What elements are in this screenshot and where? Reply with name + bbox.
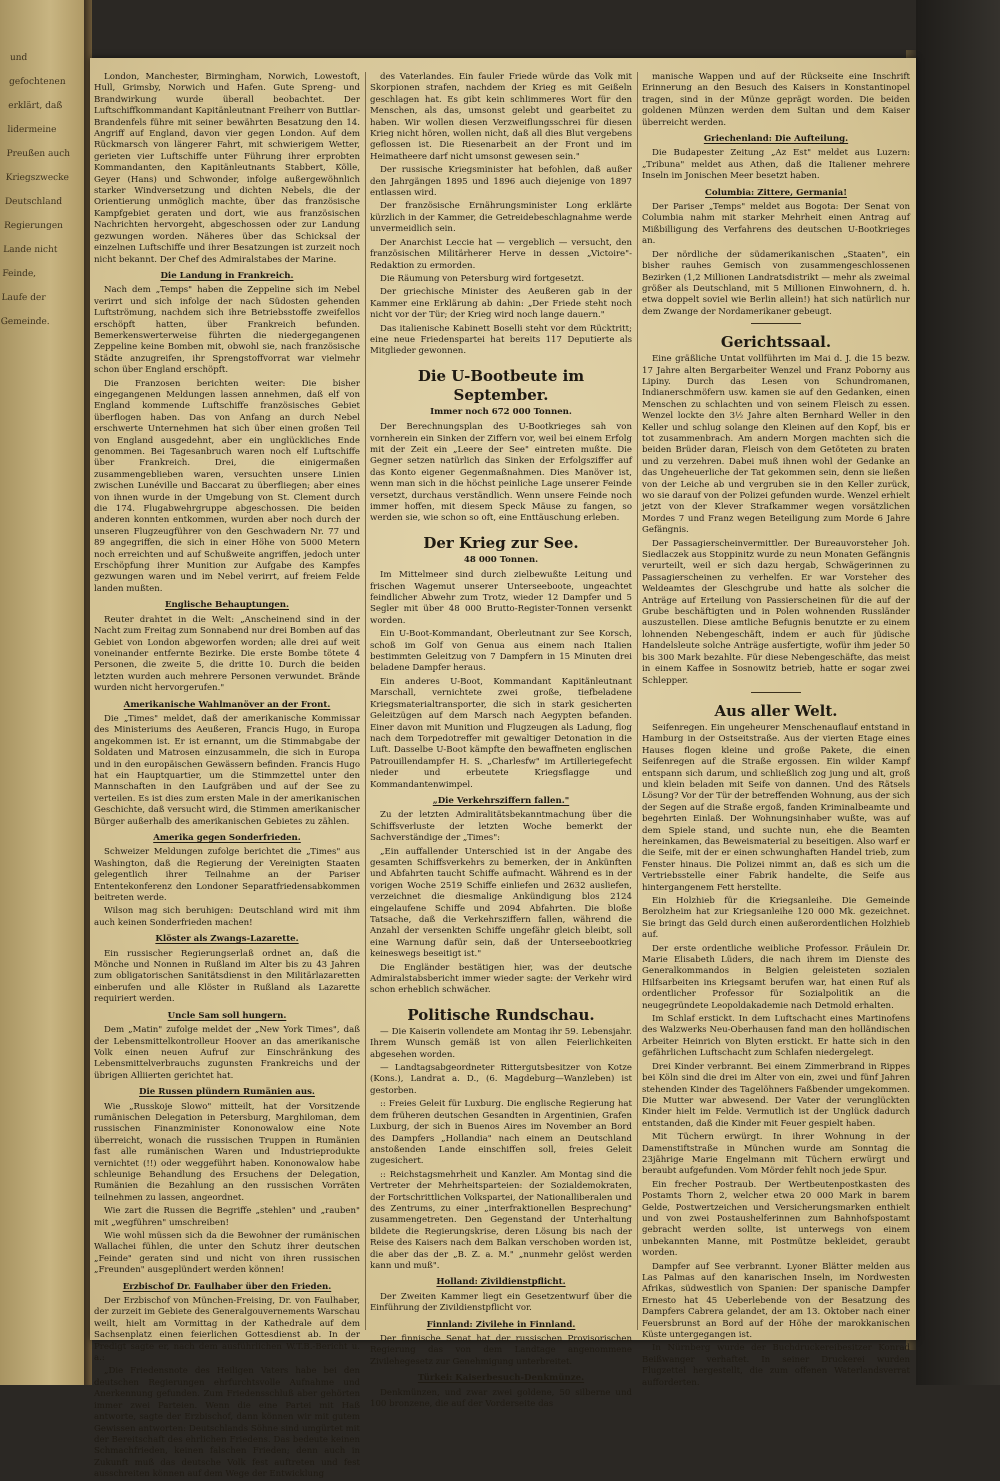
- paragraph: Der Berechnungsplan des U-Bootkrieges sah von vornherein ein Sinken der Ziffern vor, weil bei einem Erfolg mit der Zeit ein „Leere der See" eintreten mußte. Die Gegner setzen natürlich das Sinken der Erfolgsziffer auf das Konto eigener Gegenmaßnahmen. Dies Manöver ist, wenn man sich in die höchst peinliche Lage unserer Feinde versetzt, durchaus verständlich. Wenn unsere Feinde noch immer hoffen, mit diesem Speck Mäuse zu fangen, so werden sie, wie schon so oft, eine Enttäuschung erleben.: [370, 422, 632, 524]
- paragraph: Die „Times" meldet, daß der amerikanische Kommissar des Ministeriums des Aeußeren, Francis Hugo, in Europa angekommen ist. Er ist ernannt, um die Stimmabgabe der Soldaten und Matrosen einzusammeln, die sich in Europa und in den europäischen Gewässern befinden. Francis Hugo hat ein Hauptquartier, um die Stimmzettel unter den Mannschaften in den Laufgräben und auf der See zu verteilen. Es ist dies zum ersten Male in der amerikanischen Geschichte, daß versucht wird, die Stimmen amerikanischer Bürger außerhalb des amerikanischen Gebietes zu zählen.: [94, 713, 360, 827]
- paragraph: Die Räumung von Petersburg wird fortgesetzt.: [380, 273, 585, 284]
- paragraph: Wie zart die Russen die Begriffe „stehlen" und „rauben" mit „wegführen" umschreiben!: [94, 1206, 360, 1228]
- paragraph: Im Mittelmeer sind durch zielbewußte Leitung und frischen Wagemut unserer Unterseeboote, ungeachtet feindlicher Abwehr zum Trotz, wieder 12 Dampfer und 5 Segler mit über 48 000 Brutto-Register-Tonnen versenkt worden.: [370, 570, 632, 626]
- margin-fragment: Regierungen: [3, 221, 64, 231]
- paragraph: Ein U-Boot-Kommandant, Oberleutnant zur See Korsch, schoß im Golf von Genua aus einem nach Italien bestimmten Geleitzug von 7 Dampfern in 15 Minuten drei beladene Dampfer heraus.: [370, 629, 632, 674]
- paragraph: Seifenregen. Ein ungeheurer Menschenauflauf entstand in Hamburg in der Ostseitstraße. Aus der vierten Etage eines Hauses flogen kleine und große Pakete, die einen Seifenregen auf die Straße ergossen. Ein wilder Kampf entspann sich darum, und schließlich zog jung und alt, groß und klein beladen mit Seife von dannen. Und des Rätsels Lösung? Vor der Tür der betreffenden Wohnung, aus der sich der Segen auf die Straße ergoß, fanden Kriminalbeamte und begehrten Einlaß. Der Wohnungsinhaber wußte, was auf dem Spiele stand, und suchte nun, ehe die Beamten hereinkamen, das Beweismaterial zu beseitigen. Also warf er die Seife, mit der er einen schwunghaften Handel trieb, zum Fenster hinaus. Die Polizei nimmt an, daß es sich um die Vertriebsstelle einer Fabrik handelte, die Seife aus hintergangenem Fett herstellte.: [642, 722, 910, 893]
- margin-fragment: Gemeinde.: [0, 317, 50, 327]
- paragraph: Ein frecher Postraub. Der Wertbeutenpostkasten des Postamts Thorn 2, welcher etwa 20 000 Mark in barem Gelde, Postwertzeichen und Versicherungsmarken enthielt und von zwei Postaushelferinnen zum Bahnhofspostamt gebracht werden sollte, ist unterwegs von einem unbekannten Manne, mit Postmütze bekleidet, geraubt worden.: [642, 1179, 910, 1259]
- section-subheadline: 48 000 Tonnen.: [463, 554, 539, 565]
- paragraph: Der finnische Senat hat der russischen Provisorischen Regierung das von dem Landtage angenommene Zivilehegesetz zur Genehmigung unterbreitet.: [370, 1334, 632, 1367]
- section-headline: Politische Rundschau.: [407, 1005, 595, 1024]
- margin-fragment: Lande nicht: [3, 245, 58, 255]
- scanner-background: [916, 0, 1000, 1385]
- paragraph: Zu der letzten Admiralitätsbekanntmachung über die Schiffsverluste der letzten Woche bemerkt der Sachverständige der „Times":: [370, 810, 632, 844]
- margin-fragment: Preußen auch: [6, 149, 71, 159]
- paragraph: Wilson mag sich beruhigen: Deutschland wird mit ihm auch keinen Sonderfrieden machen!: [94, 906, 360, 928]
- paragraph: Die Franzosen berichten weiter: Die bisher eingegangenen Meldungen lassen annehmen, daß elf von England kommende Luftschiffe französisches Gebiet überflogen haben. Das von Anfang an durch Nebel erschwerte Unternehmen hat sich über einen großen Teil von England ausgedehnt, aber ein unglückliches Ende genommen. Bei Tagesanbruch waren noch elf Luftschiffe über Frankreich. Drei, die einigermaßen zusammengeblieben waren, versuchten unsere Linien zwischen Lunéville und Baccarat zu überfliegen; aber eines von ihnen wurde in der Umgebung von St. Clement durch die 174. Flugabwehrgruppe abgeschossen. Die beiden anderen konnten entkommen, wurden aber noch durch der unseren Flugzeugführer von den Geschwadern Nr. 77 und 89 angegriffen, die sich in einer Höhe von 5000 Metern noch erreichten und auf Schußweite angriffen, jedoch unter Erschöpfung ihrer Munition zur Aufgabe des Kampfes gezwungen waren und im Nebel verirrt, auf freiem Felde landen mußten.: [94, 378, 360, 594]
- paragraph: Nach dem „Temps" haben die Zeppeline sich im Nebel verirrt und sich infolge der nach Südosten gehenden Luftströmung, nachdem sich ihre Betriebsstoffe zweifellos erschöpft hatten, über Frankreich befunden. Bemerkenswerterweise führten die niedergegangenen Zeppeline keine Bomben mit, obwohl sie, nach französische Städte anzugreifen, ihr Sprengstoffvorrat war vielmehr schon über England erschöpft.: [94, 285, 360, 376]
- column-3: [642, 72, 911, 1388]
- subheading: Amerikanische Wahlmanöver an der Front.: [123, 699, 331, 710]
- paragraph: Dem „Matin" zufolge meldet der „New York Times", daß der Lebensmittelkontrolleur Hoover an das amerikanische Volk einen neuen Aufruf zur Einschränkung des Lebensmittelverbrauchs zugunsten Frankreichs und der übrigen Alliierten gerichtet hat.: [94, 1025, 360, 1081]
- subheading: Holland: Zivildienstpflicht.: [436, 1277, 566, 1288]
- paragraph: In Nürnberg wurde der Buchdruckereibesitzer Konrad Beißwanger verhaftet. In seiner Druckerei wurden Flugzettel hergestellt, die zum offenen Waterlandsverrat aufforderten.: [642, 1343, 910, 1388]
- previous-page-edge: [0, 0, 84, 1385]
- paragraph: Denkmünzen, und zwar zwei goldene, 50 silberne und 100 bronzene, die auf der Vorderseite das: [370, 1387, 632, 1410]
- subheading: Griechenland: Die Aufteilung.: [703, 134, 849, 145]
- paragraph: :: Freies Geleit für Luxburg. Die englische Regierung hat dem früheren deutschen Gesandten in Argentinien, Grafen Luxburg, der sich in Buenos Aires im November an Bord des Dampfers „Hollandia" nach einem an Deutschland anstoßenden Lande einschiffen soll, freies Geleit zugesichert.: [370, 1099, 632, 1167]
- column-rule: [637, 72, 638, 1330]
- paragraph: Die Engländer bestätigen hier, was der deutsche Admiralstabsbericht immer wieder sagte: der Verkehr wird schon erheblich schwächer.: [370, 962, 632, 996]
- paragraph: Der Zweiten Kammer liegt ein Gesetzentwurf über die Einführung der Zivildienstpflicht vor.: [370, 1291, 632, 1314]
- paragraph: manische Wappen und auf der Rückseite eine Inschrift Erinnerung an den Besuch des Kaisers in Konstantinopel tragen, sind in der Münze geprägt worden. Die beiden goldenen Münzen werden dem Sultan und dem Kaiser überreicht werden.: [642, 72, 910, 128]
- paragraph: Drei Kinder verbrannt. Bei einem Zimmerbrand in Rippes bei Köln sind die drei im Alter von ein, zwei und fünf Jahren stehenden Kinder des Tagelöhners Faßbender umgekommen. Die Mutter war abwesend. Der Vater der verunglückten Kinder hielt im Felde. Vermutlich ist der Unglück dadurch entstanden, daß die Kinder mit Feuer gespielt haben.: [642, 1061, 911, 1129]
- paragraph: London, Manchester, Birmingham, Norwich, Lowestoft, Hull, Grimsby, Norwich und Hafen. Gute Spreng- und Brandwirkung wurde überall beobachtet. Der Luftschiffkommandant Kapitänleutnant Freiherr von Buttlar-Brandenfels führe mit seiner bewährten Besatzung den 14. Angriff auf England, davon vier gegen London. Auf dem Rückmarsch von längerer Fahrt, mit schwierigem Wetter, gerieten vier Luftschiffe unter Führung ihrer erprobten Kommandanten, den Kapitänleutnants Stabbert, Kölle, Geyer (Hans) und Schwonder, infolge außergewöhnlich starker Windversetzung und dichten Nebels, die der Orientierung unmöglich machte, über das französische Kampfgebiet geraten und dort, wie aus französischen Nachrichten hervorgeht, abgeschossen oder zur Landung gezwungen worden. Näheres über das Schicksal der einzelnen Luftschiffe und ihrer Besatzungen ist zurzeit noch nicht bekannt. Der Chef des Admiralstabes der Marine.: [94, 72, 360, 265]
- paragraph: Der erste ordentliche weibliche Professor. Fräulein Dr. Marie Elisabeth Lüders, die nach ihrem im Dienste des Generalkommandos in Belgien geleisteten sozialen Hilfsarbeiten ins Kriegsamt berufen war, hat einen Ruf als ordentlicher Professor für Sozialpolitik an die neugegründete Leopoldakademie nach Detmold erhalten.: [642, 943, 910, 1011]
- section-headline: Die U-Bootbeute im September.: [417, 366, 585, 404]
- previous-page-text: [0, 0, 90, 340]
- paragraph: Wie „Russkoje Slowo" mitteilt, hat der Vorsitzende rumänischen Delegation in Petersburg, Marghiloman, dem russischen Finanzminister Kononowalow eine Note überreicht, wonach die russischen Truppen in Rumänien fast alle rumänischen Waren und Industrieprodukte vernichtet (!!) oder weggeführt haben. Kononowalow habe schleunige Behandlung des Ersuchens der Delegation, Rumänien die Bezahlung an den russischen Vorräten teilnehmen zu lassen, angeordnet.: [94, 1101, 360, 1203]
- subheading: Uncle Sam soll hungern.: [167, 1010, 287, 1021]
- section-headline: Der Krieg zur See.: [423, 533, 579, 552]
- paragraph: Der Erzbischof von München-Freising, Dr. von Faulhaber, der zurzeit im Gebiete des Generalgouvernements Warschau weilt, hielt am Vormittag in der Kathedrale auf dem Sachsenplatz einen feierlichen Gottesdienst ab. In der Predigt sagte er, nach dem ausführlichen W.T.B.-Bericht u. a.:: [94, 1296, 360, 1364]
- paragraph: Der französische Ernährungsminister Long erklärte kürzlich in der Kammer, die Getreidebeschlagnahme werde unvermeidlich sein.: [370, 201, 632, 235]
- paragraph: Das italienische Kabinett Boselli steht vor dem Rücktritt; eine neue Friedenspartei hat bereits 117 Deputierte als Mitglieder gewonnen.: [370, 323, 632, 357]
- paragraph: „Die Friedensnote des Heiligen Vaters habe bei den deutschen Regierungen ehrfurchtsvolle Aufnahme und Anerkennung gefunden. Zum Friedensschluß aber gehörten immer zwei Parteien. Wenn die eine Partei mit Haß antworte, sagte der Erzbischof, dann können wir mit gutem Gewissen antworten: Deutschlands Söhne sind umgürtet mit der Bereitschaft des ehrlichen Friedens. Das bedeute keinen Schmachfrieden, keinen falschen Frieden; denn auch in Zukunft muß das deutsche Volk fest auftreten und fest ausschreiten können auf dem Wege der Entwicklung: [94, 1366, 360, 1480]
- subheading: Die Russen plündern Rumänien aus.: [139, 1087, 315, 1098]
- paragraph: :: Reichstagsmehrheit und Kanzler. Am Montag sind die Vertreter der Mehrheitsparteien: der Sozialdemokraten, der Fortschrittlichen Volkspartei, der Nationalliberalen und des Zentrums, zu einer „interfraktionellen Besprechung" zusammengetreten. Den Gegenstand der Unterhaltung bildete die Regierungskrise, deren Lösung bis nach der Reise des Kaisers nach dem Balkan verschoben worden ist, die aber das der „B. Z. a. M." „nunmehr gelöst werden kann und muß".: [370, 1169, 632, 1271]
- paragraph: Im Schlaf erstickt. In dem Luftschacht eines Martinofens des Walzwerks Neu-Oberhausen fand man den holländischen Arbeiter Heinrich von Blyten erstickt. Er hatte sich in den gefährlichen Luftschacht zum Schlafen niedergelegt.: [642, 1014, 910, 1059]
- newspaper-page: [90, 58, 916, 1480]
- subheading: Die Landung in Frankreich.: [160, 270, 294, 281]
- margin-fragment: und: [9, 53, 28, 63]
- paragraph: Der Pariser „Temps" meldet aus Bogota: Der Senat von Columbia nahm mit starker Mehrheit einen Antrag auf Mißbilligung des Verfahrens des deutschen U-Bootkrieges an.: [642, 202, 910, 247]
- paragraph: Der Passagierscheinvermittler. Der Bureauvorsteher Joh. Siedlaczek aus Stoppinitz wurde zu neun Monaten Gefängnis verurteilt, weil er sich dazu hergab, Schwägerinnen zu Passagierscheinen zu verhelfen. Er war Vorsteher des Weldeamtes der Gleschgrube und hatte als solcher die Anträge auf Erteilung von Passierscheinen für die auf der Grube beschäftigten und in Polen wohnenden Russländer auszustellen. Diese amtliche Befugnis benutzte er zu einem lohnenden Nebengeschäft, indem er auch für jüdische Handelsleute solche Anträge ausfertigte, wofür ihm jeder 50 bis 300 Mark bezahlte. Für diese Nebengeschäfte, das meist in einem Kaffee in Sosnowitz betrieb, hatte er sogar zwei Schlepper.: [642, 538, 910, 686]
- paragraph: Eine gräßliche Untat vollführten im Mai d. J. die 15 bezw. 17 Jahre alten Bergarbeiter Wenzel und Franz Poborny aus Lipiny. Durch das Lesen von Schundromanen, Indianerschmöfern usw. kamen sie auf den Gedanken, einen Menschen zu schlachten und von seinem Fleisch zu essen. Wenzel lockte den 3½ Jahre alten Bernhard Weller in den Keller und schlug solange den Kleinen auf den Kopf, bis er tot zusammenbrach. Am andern Morgen machten sich die beiden Brüder daran, Fleisch von dem Getöteten zu braten und zu verzehren. Dabei muß ihnen wohl der Gedanke an das Ungeheuerliche der Tat gekommen sein, denn sie ließen von der Leiche ab und vergruben sie in den Keller zurück, wo sie darauf von der Polizei gefunden wurde. Wenzel erhielt jetzt von der Klever Strafkammer wegen vorsätzlichen Mordes 7 und Franz wegen Beteiligung zum Morde 6 Jahre Gefängnis.: [642, 354, 910, 536]
- paragraph: „Ein auffallender Unterschied ist in der Angabe des gesamten Schiffsverkehrs zu bemerken, der in Ankünften und Abfahrten taucht Schiffe aufmacht. Während es in der vorigen Woche 2519 Schiffe einliefen und 2632 ausliefen, verzeichnet die diesmalige Ankündigung blos 2124 eingelaufene Schiffe und 2094 Abfahrten. Die bloße Tatsache, daß die Verkehrsziffern fallen, während die Anzahl der versenkten Schiffe ungefähr gleich bleibt, soll eine Warnung dafür sein, daß der Unterseebootkrieg keineswegs beseitigt ist.": [370, 846, 632, 960]
- margin-fragment: gefochtenen: [8, 77, 66, 87]
- paragraph: Dampfer auf See verbrannt. Lyoner Blätter melden aus Las Palmas auf den kanarischen Inseln, im Nordwesten Afrikas, südwestlich von Spanien: Der spanische Dampfer Ernesto hat 45 Ueberlebende von der Besatzung des Dampfers Cabrera gelandet, der am 13. Oktober nach einer Feuersbrunst an Bord auf der Höhe der marokkanischen Küste untergegangen ist.: [642, 1261, 910, 1341]
- margin-fragment: Feinde,: [2, 269, 37, 279]
- column-rule: [365, 72, 366, 1330]
- paragraph: Der Anarchist Leccie hat — vergeblich — versucht, den französischen Militärherer Herve in dessen „Victoire"-Redaktion zu ermorden.: [370, 237, 632, 271]
- subheading: Englische Behauptungen.: [164, 600, 290, 611]
- paragraph: Schweizer Meldungen zufolge berichtet die „Times" aus Washington, daß die Regierung der Vereinigten Staaten gelegentlich ihrer Teilnahme an der Pariser Ententekonferenz den Londoner Separatfriedensabkommen beitreten werde.: [94, 847, 360, 904]
- paragraph: Reuter drahtet in die Welt: „Anscheinend sind in der Nacht zum Freitag zum Sonnabend nur drei Bomben auf das Gebiet von London abgeworfen worden; alle drei auf weit voneinander entfernte Bezirke. Die erste Bombe tötete 4 Personen, die zweite 5, die dritte 10. Durch die beiden letzten wurden auch mehrere Personen verwundet. Brände wurden nicht hervorgerufen.": [94, 614, 360, 694]
- subheading: „Die Verkehrsziffern fallen.": [432, 795, 570, 806]
- subheading: Columbia: Zittere, Germania!: [705, 187, 847, 198]
- paragraph: Die Budapester Zeitung „Az Est" meldet aus Luzern: „Tribuna" meldet aus Athen, daß die Italiener mehrere Inseln im Jonischen Meer besetzt haben.: [642, 148, 910, 182]
- subheading: Klöster als Zwangs-Lazarette.: [155, 934, 299, 945]
- paragraph: Der griechische Minister des Aeußeren gab in der Kammer eine Erklärung ab dahin: „Der Friede steht noch nicht vor der Tür; der Krieg wird noch lange dauern.": [370, 287, 632, 321]
- subheading: Erzbischof Dr. Faulhaber über den Frieden.: [122, 1281, 332, 1292]
- divider: [751, 323, 801, 324]
- subheading: Finnland: Zivilehe in Finnland.: [426, 1319, 576, 1330]
- paragraph: Ein Holzhieb für die Kriegsanleihe. Die Gemeinde Berolzheim hat zur Kriegsanleihe 120 000 Mk. gezeichnet. Sie bringt das Geld durch einen außerordentlichen Holzhieb auf.: [642, 896, 910, 941]
- divider: [751, 692, 801, 693]
- section-headline: Gerichtssaal.: [720, 333, 832, 352]
- margin-fragment: erklärt, daß: [8, 101, 63, 111]
- subheading: Amerika gegen Sonderfrieden.: [153, 833, 301, 843]
- margin-fragment: lidermeine: [7, 125, 57, 135]
- paragraph: des Vaterlandes. Ein fauler Friede würde das Volk mit Skorpionen strafen, nachdem der Krieg es mit Geißeln geschlagen hat. Es gibt kein schlimmeres Wort für den Menschen, als das, umsonst gelebt und gearbeitet zu haben. Wir wollen diesen Verzweiflungsschrei für diesen Krieg nicht hören, wollen nicht, daß all dies Blut vergebens geflossen ist. Die Riesenarbeit an der Front und im Heimatheere darf nicht umsonst gewesen sein.": [370, 72, 632, 162]
- section-subheadline: Immer noch 672 000 Tonnen.: [430, 406, 572, 417]
- paragraph: — Landtagsabgeordneter Rittergutsbesitzer von Kotze (Kons.), Landrat a. D., (6. Magdeburg—Wanzleben) ist gestorben.: [370, 1063, 632, 1096]
- margin-fragment: Kriegszwecke: [5, 173, 70, 183]
- subheading: Türkei: Kaiserbesuch-Denkmünze.: [417, 1373, 585, 1384]
- paragraph: Wie wohl müssen sich da die Bewohner der rumänischen Wallachei fühlen, die unter den Schutz ihrer deutschen „Feinde" geraten sind und nicht von ihren russischen „Freunden" ausgeplündert werden können!: [94, 1231, 360, 1276]
- paragraph: Ein anderes U-Boot, Kommandant Kapitänleutnant Marschall, vernichtete zwei große, tiefbeladene Kriegsmaterialtransporter, die sich in stark gesicherten Geleitzügen auf dem Marsch nach Aegypten befanden. Einer davon mit Munition und Flugzeugen als Ladung, flog nach dem Torpedotreffer mit gewaltiger Detonation in die Luft. Dasselbe U-Boot kämpfte den bewaffneten englischen Patrouillendampfer H. S. „Charlesfw" im Artilleriegefecht nieder und erbeutete Kriegsflagge und Kommandantenwimpel.: [370, 676, 632, 790]
- paragraph: Der russische Kriegsminister hat befohlen, daß außer den Jahrgängen 1895 und 1896 auch diejenige von 1897 entlassen wird.: [370, 165, 632, 199]
- paragraph: — Die Kaiserin vollendete am Montag ihr 59. Lebensjahr. Ihrem Wunsch gemäß ist von allen Feierlichkeiten abgesehen worden.: [370, 1026, 632, 1060]
- section-headline: Aus aller Welt.: [714, 701, 838, 720]
- margin-fragment: Laufe der: [1, 293, 46, 303]
- paragraph: Mit Tüchern erwürgt. In ihrer Wohnung in der Damenstiftstraße in München wurde am Sonntag die 23jährige Marie Engelmann mit Tüchern erwürgt und beraubt aufgefunden. Vom Mörder fehlt noch jede Spur.: [642, 1132, 910, 1177]
- paragraph: Ein russischer Regierungserlaß ordnet an, daß die Mönche und Nonnen in Rußland im Alter bis zu 43 Jahren zum obligatorischen Sanitätsdienst in den Militärlazaretten einberufen und alle Klöster in Rußland als Lazarette requiriert werden.: [94, 948, 360, 1005]
- paragraph: Der nördliche der südamerikanischen „Staaten", ein bisher rauhes Gemisch von zusammengeschlossenen Bezirken (1,2 Millionen Landratsdistrikt — mehr als zweimal größer als Deutschland, mit 5 Millionen Einwohnern, d. h. etwa doppelt soviel wie Berlin allein!) hat sich natürlich nur dem Zwange der Nordamerikaner gebeugt.: [642, 249, 910, 317]
- column-2: [370, 72, 632, 1410]
- margin-fragment: Deutschland: [4, 197, 63, 207]
- column-1: [94, 72, 360, 1480]
